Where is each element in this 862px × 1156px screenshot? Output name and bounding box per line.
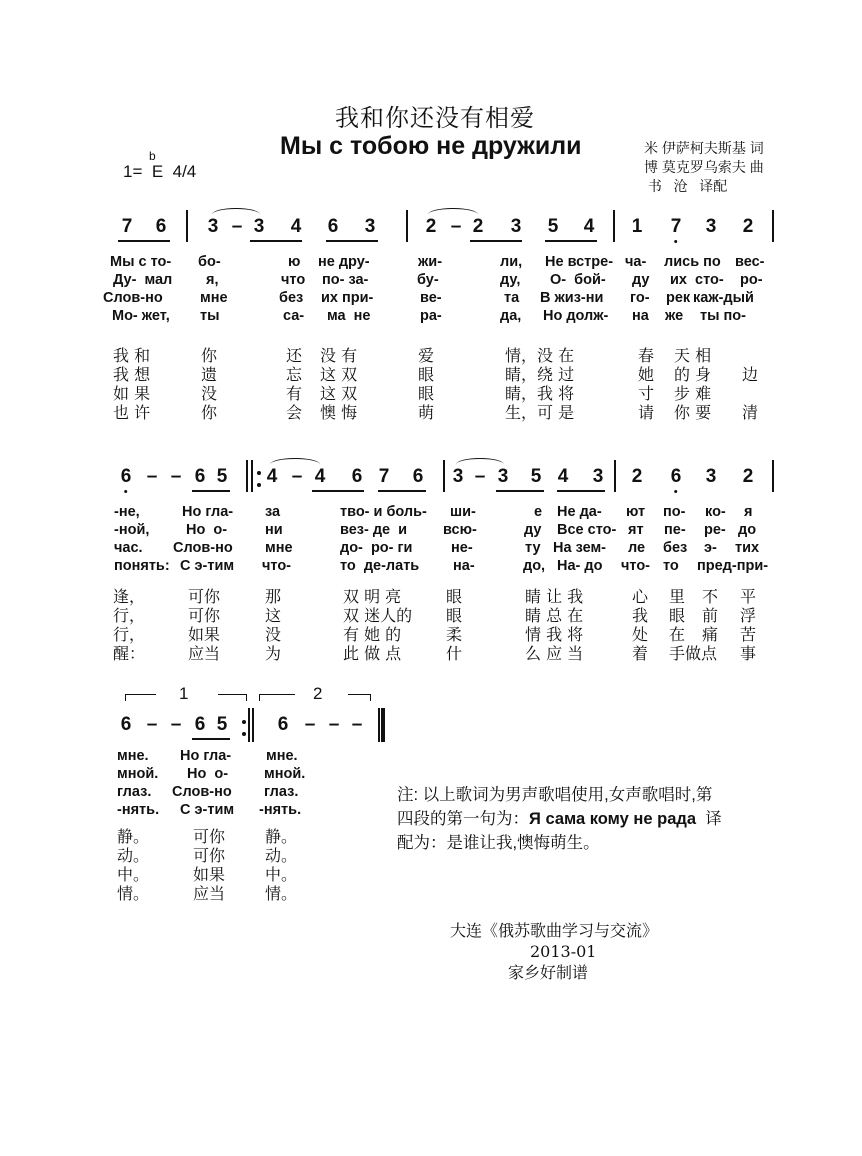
lyric: 逢， xyxy=(113,587,146,606)
note: – xyxy=(146,466,158,487)
lyric: бу- xyxy=(417,272,439,288)
lyric: 会 xyxy=(286,403,303,422)
lyric: всю- xyxy=(443,522,477,538)
lyric: я xyxy=(744,504,753,520)
lyric: 步 难 xyxy=(674,384,712,403)
note: 6 xyxy=(351,466,363,487)
lyric: 可你 xyxy=(188,587,221,606)
lyric: что xyxy=(281,272,306,288)
lyric: ве- xyxy=(420,290,442,306)
lyric: вес- xyxy=(735,254,765,270)
lyric: их сто- xyxy=(670,272,724,288)
lyric: Все сто- xyxy=(557,522,617,538)
lyric: 为 xyxy=(265,644,282,663)
lyric: 的 身 xyxy=(674,365,712,384)
lyric: 我 想 xyxy=(113,365,151,384)
lyric: ра- xyxy=(420,308,442,324)
lyric: что- xyxy=(621,558,651,574)
key-signature: 1= E 4/4 xyxy=(123,162,197,181)
lyric: то xyxy=(663,558,679,574)
lyric: Мо- жет, xyxy=(112,308,170,324)
beam-underline xyxy=(496,490,544,492)
lyric: Но гла- xyxy=(182,504,234,520)
lyric: 忘 xyxy=(286,365,303,384)
repeat-start-barline xyxy=(251,460,253,492)
volta-bracket-1 xyxy=(218,694,247,701)
lyric: глаз. xyxy=(117,784,152,800)
lyric: 眼 xyxy=(446,606,463,625)
lyric: ши- xyxy=(450,504,476,520)
lyric: 处 xyxy=(632,625,649,644)
lyric: 眼 xyxy=(418,384,435,403)
lyric: е xyxy=(534,504,543,520)
barline xyxy=(186,210,188,242)
lyric: 行， xyxy=(113,625,146,644)
beam-underline xyxy=(192,490,230,492)
note: 2 xyxy=(742,466,754,487)
lyric: Но гла- xyxy=(180,748,232,764)
lyric: 情 我 将 xyxy=(525,625,584,644)
footer-source: 大连《俄苏歌曲学习与交流》 xyxy=(450,921,659,940)
lyric: ты xyxy=(200,308,220,324)
lyric: ро- xyxy=(740,272,763,288)
lyric: да, xyxy=(500,308,522,324)
barline xyxy=(613,210,615,242)
note: 3 xyxy=(497,466,509,487)
lyric: на xyxy=(632,308,649,324)
volta-bracket-2 xyxy=(259,694,295,701)
lyric: 我 xyxy=(632,606,649,625)
lyric: 心 xyxy=(632,587,649,606)
lyric: 事 xyxy=(740,644,757,663)
note-text: 译 xyxy=(696,810,722,828)
note: 6 xyxy=(155,216,167,237)
lyric: 情。 xyxy=(117,884,150,903)
lyric: -не, xyxy=(114,504,140,520)
translation-note xyxy=(397,783,787,855)
lyric: 可你 xyxy=(193,846,226,865)
lyric: 么 应 当 xyxy=(525,644,584,663)
lyric: 我 和 xyxy=(113,346,151,365)
lyric: ят xyxy=(628,522,644,538)
footer xyxy=(450,920,658,983)
lyric: На- до xyxy=(557,558,603,574)
lyric: ду xyxy=(524,522,542,538)
barline xyxy=(772,210,774,242)
note: – xyxy=(170,714,182,735)
lyric: вез- де и xyxy=(340,522,408,538)
lyric: бо- xyxy=(198,254,221,270)
repeat-end-barline xyxy=(248,708,250,742)
note: 3 xyxy=(207,216,219,237)
note: 5 xyxy=(547,216,559,237)
note-text: 四段的第一句为： xyxy=(397,810,529,828)
lyric: не- xyxy=(451,540,473,556)
lyric: Но долж- xyxy=(543,308,609,324)
lyric: на- xyxy=(453,558,475,574)
lyric: 没 xyxy=(201,384,218,403)
lyric: 动。 xyxy=(117,846,150,865)
lyric: ду, xyxy=(500,272,521,288)
lyric: 天 相 xyxy=(674,346,712,365)
note-line-2 xyxy=(397,807,787,831)
note: 6 xyxy=(327,216,339,237)
note: 4 xyxy=(266,466,278,487)
note: 3 xyxy=(510,216,522,237)
note-low-octave: 7 xyxy=(670,216,682,237)
note: 5 xyxy=(216,714,228,735)
lyric: мне. xyxy=(117,748,149,764)
lyric: 双 迷人的 xyxy=(343,606,413,625)
tie-arc xyxy=(428,208,478,221)
note: 4 xyxy=(557,466,569,487)
translator-credit: 书 沧 译配 xyxy=(644,178,728,194)
lyric: 行， xyxy=(113,606,146,625)
system-1 xyxy=(0,210,862,450)
lyric: Не да- xyxy=(557,504,602,520)
note: – xyxy=(170,466,182,487)
final-barline xyxy=(381,708,385,742)
lyric: 也 许 xyxy=(113,403,151,422)
beam-underline xyxy=(312,490,364,492)
lyric: ко- xyxy=(705,504,726,520)
note: – xyxy=(474,466,486,487)
lyric: Ду- мал xyxy=(113,272,173,288)
lyric: 你 xyxy=(201,403,218,422)
lyric: 里 xyxy=(669,587,686,606)
lyric: ма не xyxy=(327,308,371,324)
note: – xyxy=(351,714,363,735)
lyric: Слов-но xyxy=(172,784,232,800)
lyric: без xyxy=(279,290,304,306)
note: 6 xyxy=(412,466,424,487)
lyric: 这 双 xyxy=(320,365,358,384)
lyric: 这 xyxy=(265,606,282,625)
lyric: не дру- xyxy=(318,254,370,270)
lyric: мне xyxy=(265,540,293,556)
lyric: ю xyxy=(288,254,301,270)
tie-arc xyxy=(456,458,504,471)
note: 3 xyxy=(253,216,265,237)
repeat-end-barline xyxy=(252,708,254,742)
composer-credit: 博 莫克罗乌索夫 曲 xyxy=(644,159,764,175)
note: – xyxy=(231,216,243,237)
lyric: 请 xyxy=(638,403,655,422)
lyric: мной. xyxy=(264,766,306,782)
beam-underline xyxy=(470,240,522,242)
lyric: 春 xyxy=(638,346,655,365)
lyric: пред-при- xyxy=(697,558,769,574)
note: – xyxy=(328,714,340,735)
lyric: ни xyxy=(265,522,283,538)
lyric: 不 xyxy=(702,587,719,606)
lyric: ту xyxy=(525,540,541,556)
lyric: 如 果 xyxy=(113,384,151,403)
lyric: 动。 xyxy=(265,846,298,865)
beam-underline xyxy=(545,240,597,242)
note: 7 xyxy=(378,466,390,487)
footer-date: 2013-01 xyxy=(530,942,597,961)
lyric: 着 xyxy=(632,644,649,663)
barline xyxy=(443,460,445,492)
lyric: то де-лать xyxy=(340,558,420,574)
lyric: го- xyxy=(630,290,650,306)
note-low-octave: 6 xyxy=(670,466,682,487)
lyric: час. xyxy=(114,540,143,556)
lyric: мне xyxy=(200,290,228,306)
note-line-3: 配为：是谁让我,懊悔萌生。 xyxy=(397,834,600,852)
note: 3 xyxy=(592,466,604,487)
lyric: э- xyxy=(704,540,717,556)
flat-sign: b xyxy=(149,149,156,163)
credits xyxy=(644,139,764,196)
lyric: 睛 总 在 xyxy=(525,606,584,625)
tie-arc xyxy=(270,458,320,471)
lyric: -нять. xyxy=(117,802,160,818)
beam-underline xyxy=(326,240,378,242)
lyric: без xyxy=(663,540,688,556)
lyric: Слов-но xyxy=(103,290,163,306)
lyric: 如果 xyxy=(193,865,226,884)
note: 4 xyxy=(314,466,326,487)
lyric: за xyxy=(265,504,281,520)
volta-bracket-2 xyxy=(348,694,371,701)
note: – xyxy=(450,216,462,237)
lyric: мной. xyxy=(117,766,159,782)
lyric: 懊 悔 xyxy=(320,403,358,422)
lyric: та xyxy=(504,290,520,306)
note: 2 xyxy=(742,216,754,237)
lyric: 还 xyxy=(286,346,303,365)
lyric: 她 xyxy=(638,365,655,384)
lyric: 醒： xyxy=(113,644,146,663)
lyric: О- бой- xyxy=(550,272,606,288)
beam-underline xyxy=(192,738,230,740)
lyric: 静。 xyxy=(265,827,298,846)
lyric: 手做点 xyxy=(669,644,718,663)
note: 3 xyxy=(705,466,717,487)
lyric: 在 xyxy=(669,625,686,644)
lyric: 苦 xyxy=(740,625,757,644)
lyric: 应当 xyxy=(188,644,221,663)
note: 3 xyxy=(705,216,717,237)
barline xyxy=(614,460,616,492)
volta-bracket-1 xyxy=(125,694,156,701)
lyric: 中。 xyxy=(265,865,298,884)
lyric: Не встре- xyxy=(545,254,614,270)
note-low-octave: 6 xyxy=(120,466,132,487)
lyric: Но о- xyxy=(187,766,229,782)
beam-underline xyxy=(378,490,426,492)
lyric: 你 要 xyxy=(674,403,712,422)
lyric: Мы с то- xyxy=(110,254,172,270)
lyric: 萌 xyxy=(418,403,435,422)
lyric: ли, xyxy=(500,254,523,270)
lyric: 清 xyxy=(742,403,759,422)
lyric: 应当 xyxy=(193,884,226,903)
note-russian-phrase: Я сама кому не рада xyxy=(529,810,697,828)
song-title-chinese: 我和你还没有相爱 xyxy=(335,104,535,132)
lyric: 有 xyxy=(286,384,303,403)
lyric: На зем- xyxy=(553,540,607,556)
lyric: 没 有 xyxy=(320,346,358,365)
note: 1 xyxy=(631,216,643,237)
note: – xyxy=(304,714,316,735)
lyric: 睛 让 我 xyxy=(525,587,584,606)
lyric: мне. xyxy=(266,748,298,764)
lyric: ду xyxy=(632,272,650,288)
lyric: 柔 xyxy=(446,625,463,644)
lyric: по- за- xyxy=(322,272,369,288)
lyric: жи- xyxy=(418,254,443,270)
lyric: тво- и боль- xyxy=(340,504,427,520)
lyric: 睛，绕 过 xyxy=(505,365,575,384)
lyric: 此 做 点 xyxy=(343,644,402,663)
lyric: что- xyxy=(262,558,292,574)
lyric: 如果 xyxy=(188,625,221,644)
note: 2 xyxy=(425,216,437,237)
lyric: -ной, xyxy=(114,522,150,538)
lyric: лись по xyxy=(664,254,721,270)
note: 2 xyxy=(472,216,484,237)
beam-underline xyxy=(118,240,170,242)
note: 3 xyxy=(364,216,376,237)
lyric: 浮 xyxy=(740,606,757,625)
barline xyxy=(772,460,774,492)
lyric: ре- xyxy=(704,522,726,538)
lyric: 睛，我 将 xyxy=(505,384,575,403)
lyric: до- ро- ги xyxy=(340,540,413,556)
song-title-russian: Мы с тобою не дружили xyxy=(280,132,582,160)
beam-underline xyxy=(557,490,605,492)
lyric: 情，没 在 xyxy=(505,346,575,365)
repeat-start-barline xyxy=(246,460,248,492)
lyric: глаз. xyxy=(264,784,299,800)
note: 4 xyxy=(583,216,595,237)
lyric: Но о- xyxy=(186,522,228,538)
note-line-1: 注: 以上歌词为男声歌唱使用,女声歌唱时,第 xyxy=(397,786,713,804)
lyric: В жиз-ни xyxy=(540,290,604,306)
lyric: 眼 xyxy=(669,606,686,625)
lyric: са- xyxy=(283,308,305,324)
note: 6 xyxy=(194,714,206,735)
note: 7 xyxy=(121,216,133,237)
lyric: ча- xyxy=(625,254,647,270)
lyric: Слов-но xyxy=(173,540,233,556)
note: 4 xyxy=(290,216,302,237)
lyric: 那 xyxy=(265,587,282,606)
note: 5 xyxy=(216,466,228,487)
lyric: 你 xyxy=(201,346,218,365)
lyric: ты по- xyxy=(700,308,746,324)
lyric: С э-тим xyxy=(180,558,235,574)
note: – xyxy=(146,714,158,735)
lyric: 眼 xyxy=(446,587,463,606)
lyric: 遗 xyxy=(201,365,218,384)
barline xyxy=(406,210,408,242)
lyric: ют xyxy=(626,504,646,520)
system-2 xyxy=(0,460,862,680)
lyric: же xyxy=(665,308,684,324)
lyric: С э-тим xyxy=(180,802,235,818)
final-barline xyxy=(378,708,380,742)
footer-author: 家乡好制谱 xyxy=(508,963,589,982)
lyric: 眼 xyxy=(418,365,435,384)
note: 3 xyxy=(452,466,464,487)
note: 6 xyxy=(277,714,289,735)
lyric: 没 xyxy=(265,625,282,644)
lyric: 生，可 是 xyxy=(505,403,575,422)
lyric: 寸 xyxy=(638,384,655,403)
lyric: по- xyxy=(663,504,686,520)
lyric: 平 xyxy=(740,587,757,606)
lyric: 前 xyxy=(702,606,719,625)
note: 6 xyxy=(120,714,132,735)
beam-underline xyxy=(250,240,302,242)
tie-arc xyxy=(212,208,260,221)
lyric: ле xyxy=(628,540,646,556)
note: 5 xyxy=(530,466,542,487)
volta-1-label: 1 xyxy=(179,684,189,703)
note: 2 xyxy=(631,466,643,487)
lyric: 静。 xyxy=(117,827,150,846)
lyric: до xyxy=(738,522,757,538)
lyric: 痛 xyxy=(702,625,719,644)
lyricist-credit: 米 伊萨柯夫斯基 词 xyxy=(644,140,764,156)
lyric: 什 xyxy=(446,644,463,663)
lyric: их при- xyxy=(321,290,374,306)
lyric: я, xyxy=(206,272,219,288)
lyric: понять: xyxy=(114,558,170,574)
lyric: 可你 xyxy=(188,606,221,625)
volta-2-label: 2 xyxy=(313,684,323,703)
lyric: 中。 xyxy=(117,865,150,884)
note: – xyxy=(291,466,303,487)
note: 6 xyxy=(194,466,206,487)
lyric: пе- xyxy=(664,522,686,538)
lyric: 边 xyxy=(742,365,759,384)
lyric: до, xyxy=(523,558,546,574)
lyric: рек xyxy=(666,290,691,306)
lyric: 爱 xyxy=(418,346,435,365)
lyric: 有 她 的 xyxy=(343,625,402,644)
lyric: каж-дый xyxy=(693,290,754,306)
lyric: 情。 xyxy=(265,884,298,903)
lyric: тих xyxy=(735,540,760,556)
lyric: 这 双 xyxy=(320,384,358,403)
lyric: 可你 xyxy=(193,827,226,846)
lyric: -нять. xyxy=(259,802,302,818)
lyric: 双 明 亮 xyxy=(343,587,402,606)
